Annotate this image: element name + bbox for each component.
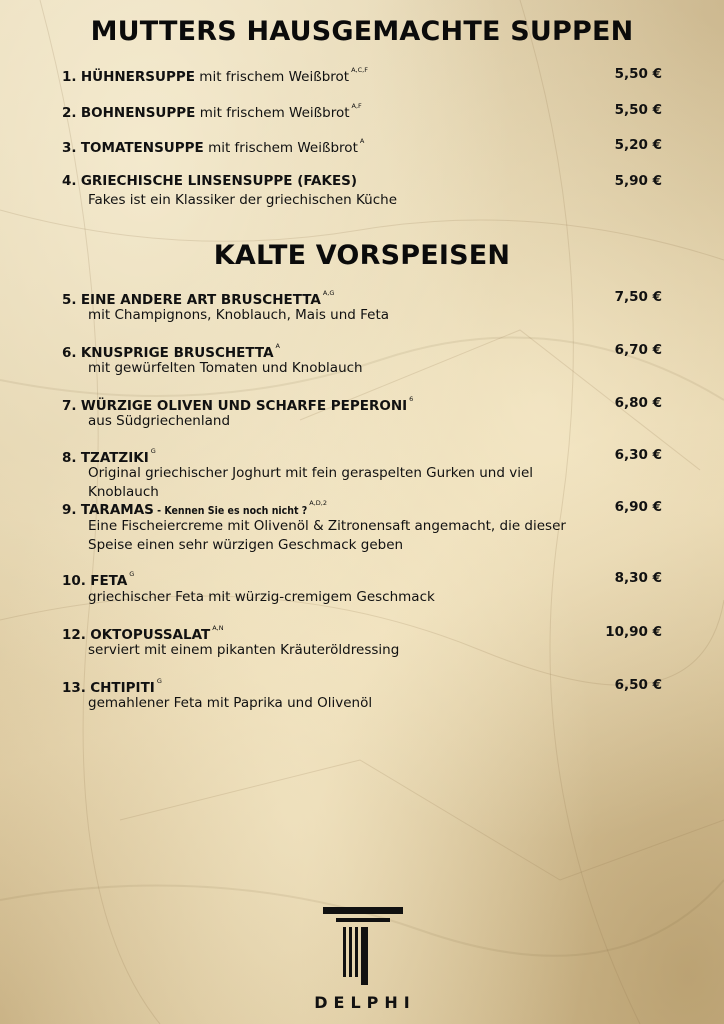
item-number: 8.: [62, 450, 77, 466]
item-name: GRIECHISCHE LINSENSUPPE (FAKES): [80, 173, 358, 189]
item-price: 6,50 €: [614, 677, 662, 693]
item-suffix: mit frischem Weißbrot: [195, 105, 350, 121]
item-tagline: - Kennen Sie es noch nicht ?: [153, 505, 308, 517]
item-description: mit Champignons, Knoblauch, Mais und Feta: [88, 307, 390, 323]
menu-item-heading: [62, 102, 362, 121]
item-price: 5,50 €: [614, 102, 662, 118]
item-description: mit gewürfelten Tomaten und Knoblauch: [88, 360, 363, 376]
allergen-codes: G: [156, 677, 162, 685]
item-description: Original griechischer Joghurt mit fein geraspelten Gurken und viel Knoblauch: [88, 465, 534, 500]
menu-item-heading: [62, 66, 368, 85]
item-price: 6,90 €: [614, 499, 662, 515]
item-price: 5,50 €: [614, 66, 662, 82]
item-price: 8,30 €: [614, 570, 662, 586]
allergen-codes: A,F: [351, 102, 362, 110]
item-description: gemahlener Feta mit Paprika und Olivenöl: [88, 695, 373, 711]
item-description: Eine Fischeiercreme mit Olivenöl & Zitronensaft angemacht, die dieser Speise einen sehr würzigen Geschmack geben: [88, 518, 566, 553]
item-name: CHTIPITI: [90, 680, 155, 696]
item-number: 9.: [62, 502, 77, 518]
allergen-codes: A: [275, 342, 280, 350]
item-price: 5,90 €: [614, 173, 662, 189]
item-number: 5.: [62, 292, 77, 308]
logo-text: DELPHI: [314, 993, 416, 1012]
item-number: 4.: [62, 173, 77, 189]
delphi-logo: [300, 905, 424, 1015]
allergen-codes: G: [129, 570, 135, 578]
item-name: HÜHNERSUPPE: [80, 69, 195, 85]
item-price: 5,20 €: [614, 137, 662, 153]
item-suffix: mit frischem Weißbrot: [195, 69, 350, 85]
item-name: TARAMAS: [80, 502, 154, 518]
item-number: 3.: [62, 140, 77, 156]
allergen-codes: A: [359, 137, 365, 145]
menu-item-heading: [62, 137, 364, 156]
item-number: 1.: [62, 69, 77, 85]
item-name: FETA: [90, 573, 128, 589]
item-description: serviert mit einem pikanten Kräuteröldressing: [88, 642, 400, 658]
item-number: 7.: [62, 398, 77, 414]
item-price: 6,30 €: [614, 447, 662, 463]
item-name: OKTOPUSSALAT: [90, 627, 211, 643]
item-price: 7,50 €: [614, 289, 662, 305]
section-title-cold-starters: KALTE VORSPEISEN: [213, 240, 511, 271]
item-number: 13.: [62, 680, 86, 696]
menu-item-heading: [62, 570, 134, 589]
item-price: 6,70 €: [614, 342, 662, 358]
allergen-codes: A,D,2: [309, 499, 327, 507]
section-title-soups: MUTTERS HAUSGEMACHTE SUPPEN: [90, 16, 634, 47]
greek-column-icon: [300, 905, 424, 989]
item-price: 10,90 €: [605, 624, 662, 640]
item-description: aus Südgriechenland: [88, 413, 231, 429]
item-number: 12.: [62, 627, 86, 643]
allergen-codes: A,G: [322, 289, 335, 297]
item-suffix: mit frischem Weißbrot: [203, 140, 358, 156]
item-name: KNUSPRIGE BRUSCHETTA: [80, 345, 274, 361]
allergen-codes: A,C,F: [351, 66, 368, 74]
item-name: WÜRZIGE OLIVEN UND SCHARFE PEPERONI: [80, 398, 408, 414]
item-name: TOMATENSUPPE: [80, 140, 204, 156]
item-description: Fakes ist ein Klassiker der griechischen Küche: [88, 192, 398, 208]
item-description: griechischer Feta mit würzig-cremigem Geschmack: [88, 589, 435, 605]
allergen-codes: A,N: [212, 624, 224, 632]
menu-item-heading: [62, 499, 327, 518]
item-name: TZATZIKI: [80, 450, 149, 466]
menu-item-heading: [62, 173, 357, 189]
item-number: 10.: [62, 573, 86, 589]
item-price: 6,80 €: [614, 395, 662, 411]
item-name: BOHNENSUPPE: [80, 105, 196, 121]
allergen-codes: G: [150, 447, 156, 455]
item-number: 6.: [62, 345, 77, 361]
item-name: EINE ANDERE ART BRUSCHETTA: [80, 292, 321, 308]
allergen-codes: 6: [409, 395, 414, 403]
item-number: 2.: [62, 105, 77, 121]
